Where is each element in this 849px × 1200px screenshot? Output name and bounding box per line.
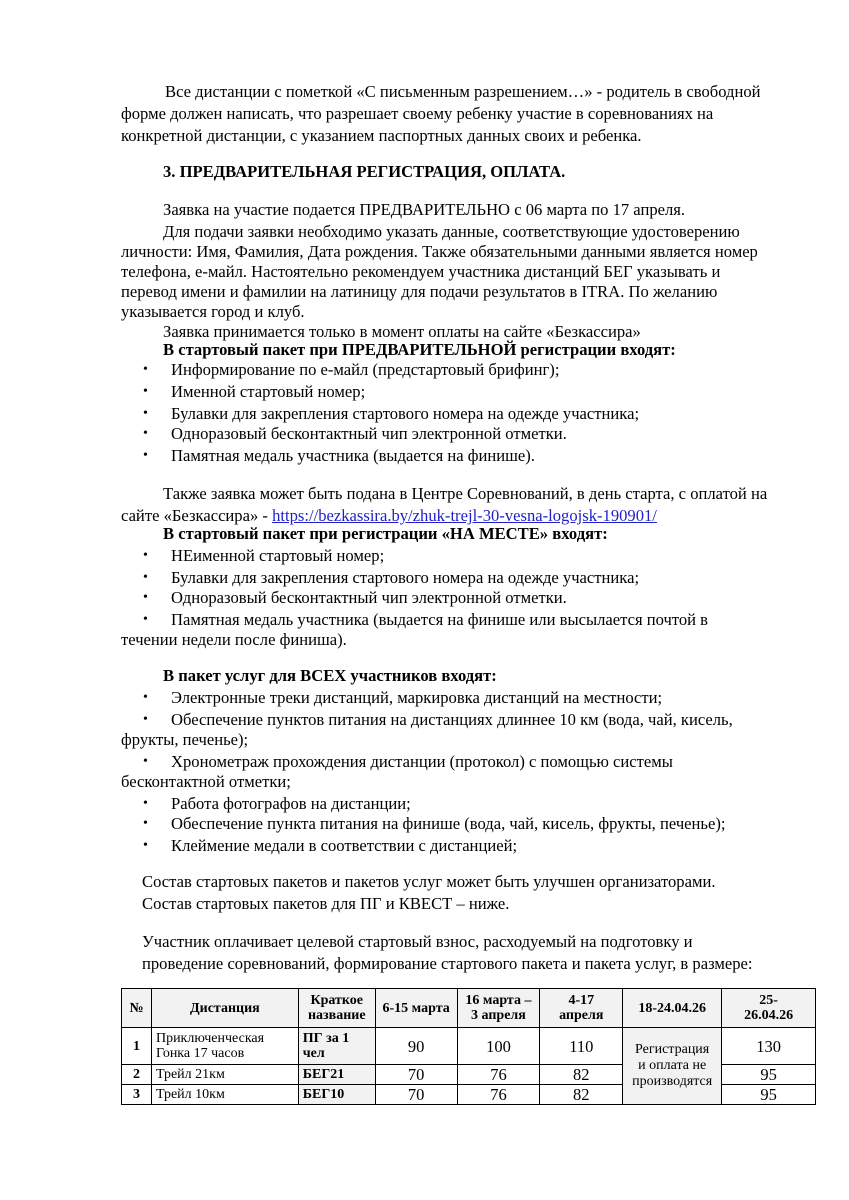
cell-period-5: 95 — [722, 1085, 816, 1105]
table-header-row — [122, 989, 816, 1028]
intro-line-3: конкретной дистанции, с указанием паспортных данных своих и ребенка. — [121, 126, 642, 145]
bezkassira-link[interactable]: https://bezkassira.by/zhuk-trejl-30-vesna-logojsk-190901/ — [272, 506, 657, 525]
cell-distance — [151, 1028, 298, 1065]
header-period-5 — [722, 989, 816, 1028]
bullet-icon: • — [143, 838, 148, 853]
header-period-3-a: 4-17 — [568, 993, 595, 1008]
header-period-2 — [457, 989, 540, 1028]
bullet-icon: • — [143, 406, 148, 421]
services-item: Работа фотографов на дистанции; — [171, 794, 411, 813]
bullet-icon: • — [143, 690, 148, 705]
services-item-cont: бесконтактной отметки; — [121, 772, 291, 791]
services-item: Обеспечение пункта питания на финише (вода, чай, кисель, фрукты, печенье); — [171, 814, 726, 833]
pre-package-item: Памятная медаль участника (выдается на финише). — [171, 446, 535, 465]
cell-period-1: 90 — [375, 1028, 457, 1065]
bullet-icon: • — [143, 754, 148, 769]
pre-package-item: Булавки для закрепления стартового номера на одежде участника; — [171, 404, 640, 423]
cell-registration-closed — [623, 1028, 722, 1105]
header-short-name-b: название — [307, 1008, 366, 1023]
registration-line-3: личности: Имя, Фамилия, Дата рождения. Также обязательными данными является номер — [121, 242, 758, 261]
services-heading: В пакет услуг для ВСЕХ участников входят: — [163, 666, 497, 685]
intro-line-1: Все дистанции с пометкой «С письменным разрешением…» - родитель в свободной — [165, 82, 761, 101]
cell-period-3: 110 — [540, 1028, 623, 1065]
bullet-icon: • — [143, 712, 148, 727]
fee-intro-line-2: проведение соревнований, формирование стартового пакета и пакета услуг, в размере: — [142, 954, 753, 973]
pre-package-heading: В стартовый пакет при ПРЕДВАРИТЕЛЬНОЙ регистрации входят: — [163, 340, 676, 359]
header-distance: Дистанция — [151, 989, 298, 1028]
registration-line-6: указывается город и клуб. — [121, 302, 305, 321]
header-period-2-b: 3 апреля — [471, 1008, 526, 1023]
note-line-1: Состав стартовых пакетов и пакетов услуг может быть улучшен организаторами. — [142, 872, 716, 891]
cell-period-2: 76 — [457, 1065, 540, 1085]
cell-period-2: 76 — [457, 1085, 540, 1105]
bullet-icon: • — [143, 590, 148, 605]
merged-note-line: производятся — [632, 1074, 713, 1089]
cell-short-name — [298, 1028, 375, 1065]
bullet-icon: • — [143, 362, 148, 377]
section-heading: 3. ПРЕДВАРИТЕЛЬНАЯ РЕГИСТРАЦИЯ, ОПЛАТА. — [163, 162, 566, 181]
cell-num: 3 — [122, 1085, 152, 1105]
services-item: Обеспечение пунктов питания на дистанциях длиннее 10 км (вода, чай, кисель, — [171, 710, 733, 729]
cell-short-name-b: чел — [302, 1046, 325, 1061]
onsite-line-2 — [121, 506, 657, 526]
cell-period-1: 70 — [375, 1065, 457, 1085]
bullet-icon: • — [143, 426, 148, 441]
bullet-icon: • — [143, 548, 148, 563]
header-period-1: 6-15 марта — [375, 989, 457, 1028]
header-period-5-a: 25- — [759, 993, 778, 1008]
bullet-icon: • — [143, 612, 148, 627]
registration-line-1: Заявка на участие подается ПРЕДВАРИТЕЛЬНО с 06 марта по 17 апреля. — [163, 200, 686, 219]
onsite-line-2-prefix: сайте «Безкассира» - — [121, 506, 273, 525]
cell-distance: Трейл 10км — [151, 1085, 298, 1105]
cell-short-name: БЕГ10 — [298, 1085, 375, 1105]
pre-package-item: Именной стартовый номер; — [171, 382, 366, 401]
cell-distance: Трейл 21км — [151, 1065, 298, 1085]
header-period-3-b: апреля — [559, 1008, 604, 1023]
header-period-2-a: 16 марта – — [465, 993, 532, 1008]
cell-num: 1 — [122, 1028, 152, 1065]
registration-line-2: Для подачи заявки необходимо указать данные, соответствующие удостоверению — [163, 222, 740, 241]
onsite-package-item: Булавки для закрепления стартового номера на одежде участника; — [171, 568, 640, 587]
services-item-cont: фрукты, печенье); — [121, 730, 249, 749]
cell-period-1: 70 — [375, 1085, 457, 1105]
cell-period-5: 95 — [722, 1065, 816, 1085]
onsite-line-1: Также заявка может быть подана в Центре Соревнований, в день старта, с оплатой на — [163, 484, 768, 503]
registration-line-5: перевод имени и фамилии на латиницу для подачи результатов в ITRA. По желанию — [121, 282, 718, 301]
header-period-3 — [540, 989, 623, 1028]
bullet-icon: • — [143, 570, 148, 585]
fee-table — [121, 988, 816, 1105]
cell-period-3: 82 — [540, 1065, 623, 1085]
services-item: Хронометраж прохождения дистанции (протокол) с помощью системы — [171, 752, 673, 771]
onsite-package-item: Памятная медаль участника (выдается на финише или высылается почтой в — [171, 610, 709, 629]
bullet-icon: • — [143, 796, 148, 811]
pre-package-item: Информирование по е-майл (предстартовый брифинг); — [171, 360, 560, 379]
note-line-2: Состав стартовых пакетов для ПГ и КВЕСТ – ниже. — [142, 894, 510, 913]
onsite-package-item-cont: течении недели после финиша). — [121, 630, 347, 649]
cell-num: 2 — [122, 1065, 152, 1085]
onsite-package-item: Одноразовый бесконтактный чип электронной отметки. — [171, 588, 567, 607]
cell-period-5: 130 — [722, 1028, 816, 1065]
header-short-name — [298, 989, 375, 1028]
pre-package-item: Одноразовый бесконтактный чип электронной отметки. — [171, 424, 567, 443]
fee-intro-line-1: Участник оплачивает целевой стартовый взнос, расходуемый на подготовку и — [142, 932, 693, 951]
intro-line-2: форме должен написать, что разрешает своему ребенку участие в соревнованиях на — [121, 104, 714, 123]
cell-distance-b: Гонка 17 часов — [155, 1046, 245, 1061]
header-period-5-b: 26.04.26 — [744, 1008, 794, 1023]
merged-note-line: и оплата не — [638, 1058, 707, 1073]
cell-short-name-a: ПГ за 1 — [302, 1031, 350, 1046]
services-item: Электронные треки дистанций, маркировка дистанций на местности; — [171, 688, 663, 707]
header-num: № — [122, 989, 152, 1028]
bullet-icon: • — [143, 816, 148, 831]
registration-line-7: Заявка принимается только в момент оплаты на сайте «Безкассира» — [163, 322, 641, 341]
onsite-package-heading: В стартовый пакет при регистрации «НА МЕСТЕ» входят: — [163, 524, 608, 543]
services-item: Клеймение медали в соответствии с дистанцией; — [171, 836, 518, 855]
header-short-name-a: Краткое — [310, 993, 364, 1008]
merged-note-line: Регистрация — [635, 1042, 710, 1057]
cell-short-name: БЕГ21 — [298, 1065, 375, 1085]
bullet-icon: • — [143, 384, 148, 399]
onsite-package-item: НЕименной стартовый номер; — [171, 546, 385, 565]
cell-period-2: 100 — [457, 1028, 540, 1065]
bullet-icon: • — [143, 448, 148, 463]
table-row — [122, 1028, 816, 1065]
header-period-4: 18-24.04.26 — [623, 989, 722, 1028]
cell-distance-a: Приключенческая — [155, 1031, 265, 1046]
registration-line-4: телефона, е-майл. Настоятельно рекомендуем участника дистанций БЕГ указывать и — [121, 262, 721, 281]
cell-period-3: 82 — [540, 1085, 623, 1105]
